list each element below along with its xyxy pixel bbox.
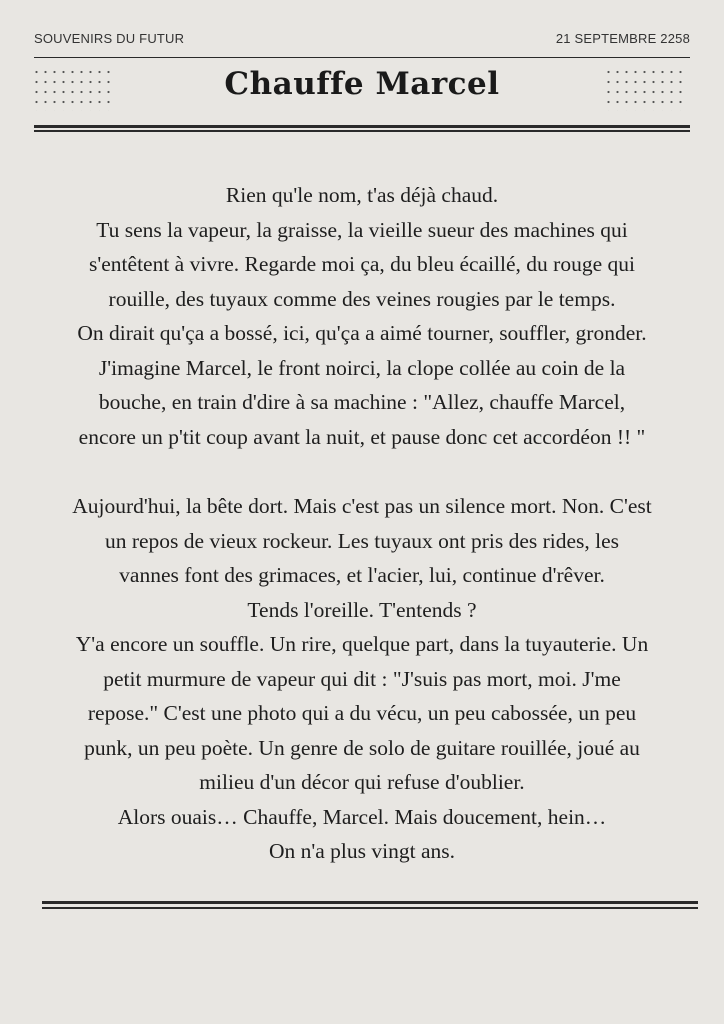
paragraph-gap — [30, 454, 694, 489]
body-line: encore un p'tit coup avant la nuit, et pause donc cet accordéon !! " — [78, 424, 646, 449]
top-divider — [34, 57, 690, 58]
body-line: Y'a encore un souffle. Un rire, quelque part, dans la tuyauterie. Un — [75, 632, 649, 656]
body-line: Tu sens la vapeur, la graisse, la vieille sueur des machines qui — [96, 217, 628, 242]
body-line: repose." C'est une photo qui a du vécu, un peu cabossée, un peu — [87, 701, 637, 725]
article-body — [30, 178, 694, 869]
footer-divider-thin — [42, 907, 698, 909]
body-line: J'imagine Marcel, le front noirci, la clope collée au coin de la — [98, 355, 626, 380]
issue-date: 21 SEPTEMBRE 2258 — [555, 31, 690, 46]
body-line: vannes font des grimaces, et l'acier, lui, continue d'rêver. — [119, 563, 605, 587]
body-line: Alors ouais… Chauffe, Marcel. Mais doucement, hein… — [117, 804, 607, 829]
header-divider-thick — [34, 125, 690, 128]
body-line: s'entêtent à vivre. Regarde moi ça, du bleu écaillé, du rouge qui — [89, 252, 635, 276]
body-line: un repos de vieux rockeur. Les tuyaux ont pris des rides, les — [104, 528, 620, 553]
body-line: bouche, en train d'dire à sa machine : "Allez, chauffe Marcel, — [98, 390, 626, 414]
header-divider-thin — [34, 130, 690, 132]
body-line: Rien qu'le nom, t'as déjà chaud. — [225, 183, 499, 207]
body-line: punk, un peu poète. Un genre de solo de guitare rouillée, joué au — [84, 735, 640, 760]
body-line: rouille, des tuyaux comme des veines rougies par le temps. — [108, 286, 616, 311]
body-line: On n'a plus vingt ans. — [268, 839, 455, 863]
footer-divider-thick — [42, 901, 698, 904]
publication-name: SOUVENIRS DU FUTUR — [34, 31, 185, 46]
body-line: Tends l'oreille. T'entends ? — [247, 597, 477, 622]
body-line: milieu d'un décor qui refuse d'oublier. — [199, 770, 525, 794]
article-title: Chauffe Marcel — [224, 66, 500, 102]
body-line: petit murmure de vapeur qui dit : "J'suis pas mort, moi. J'me — [103, 666, 621, 691]
body-line: On dirait qu'ça a bossé, ici, qu'ça a aimé tourner, souffler, gronder. — [77, 321, 647, 345]
body-line: Aujourd'hui, la bête dort. Mais c'est pas un silence mort. Non. C'est — [72, 494, 652, 518]
